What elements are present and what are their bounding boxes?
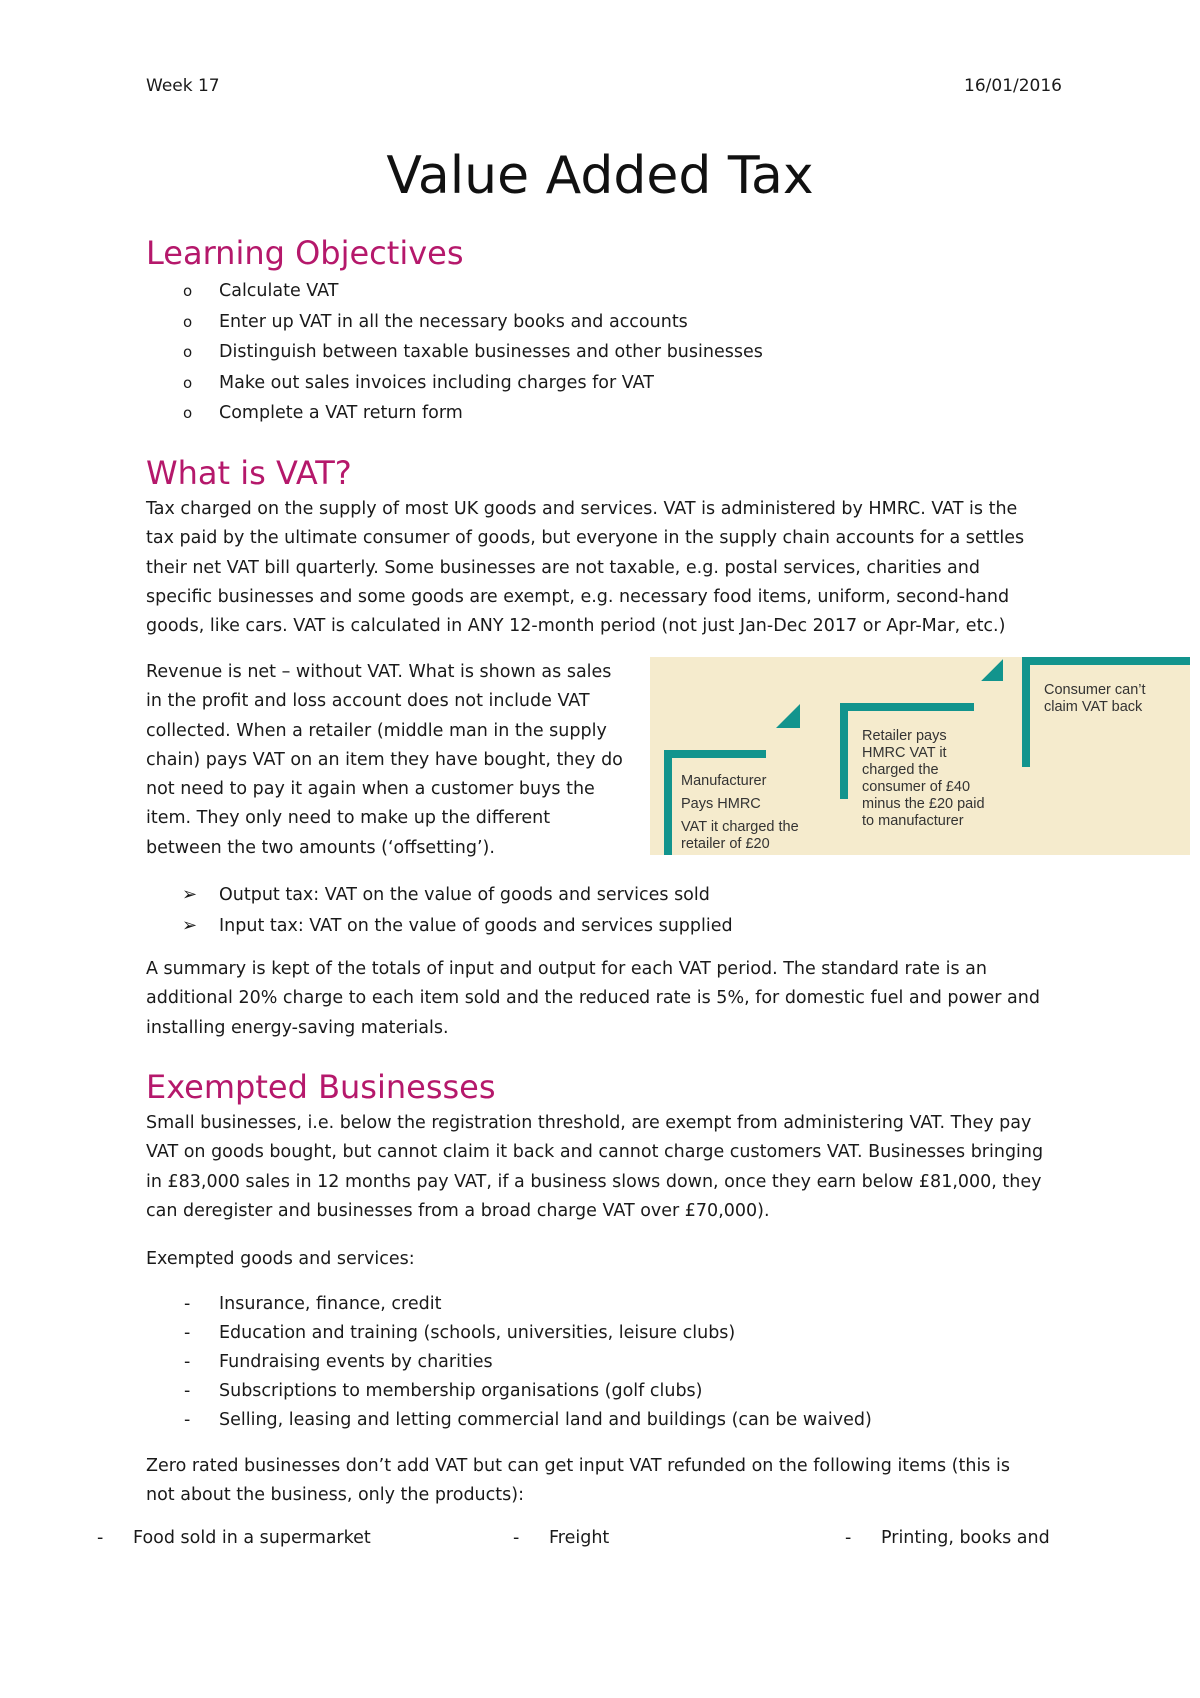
consumer-label: Consumer can’t claim VAT back: [1044, 682, 1146, 715]
list-item: - Fundraising events by charities: [146, 1348, 872, 1377]
exempted-paragraph: Small businesses, i.e. below the registration threshold, are exempt from administering VAT. They pay VAT on goods bought, but cannot claim it back and cannot charge customers VAT. Businesses bringing in £83,000 sales in 12 months pay VAT, if a business slows down, once they earn below £81,000, they can deregister and businesses from a broad charge VAT over £70,000).: [146, 1113, 1044, 1221]
consumer-step-post: [1022, 657, 1030, 767]
retailer-label: Retailer pays HMRC VAT it charged the consumer of £40 minus the £20 paid to manufacturer: [862, 728, 985, 829]
revenue-paragraph: Revenue is net – without VAT. What is shown as sales in the profit and loss account does not include VAT collected. When a retailer (middle man in the supply chain) pays VAT on an item they have bought, they do not need to pay it again when a customer buys the item. They only need to make up the different between the two amounts (‘offsetting’).: [146, 662, 623, 858]
bullet-icon: o: [183, 282, 193, 300]
objectives-list: [146, 276, 763, 429]
tax-types-list: [146, 880, 733, 941]
dash-bullet-icon: -: [513, 1528, 520, 1548]
dash-bullet-icon: -: [97, 1528, 104, 1548]
dash-bullet-icon: -: [184, 1352, 191, 1372]
dash-bullet-icon: -: [184, 1294, 191, 1314]
bullet-icon: o: [183, 404, 193, 422]
summary-paragraph: A summary is kept of the totals of input and output for each VAT period. The standard rate is an additional 20% charge to each item sold and the reduced rate is 5%, for domestic fuel and power and installing energy-saving materials.: [146, 959, 1040, 1038]
arrow-bullet-icon: ➢: [182, 884, 198, 905]
arrow-bullet-icon: ➢: [182, 914, 198, 936]
consumer-step-bar: [1022, 657, 1190, 665]
header-date: 16/01/2016: [964, 76, 1062, 96]
list-item: o Enter up VAT in all the necessary books and accounts: [146, 307, 763, 338]
list-item: ➢ Output tax: VAT on the value of goods and services sold: [146, 880, 733, 911]
learning-objectives-heading: Learning Objectives: [146, 234, 464, 272]
list-item: o Calculate VAT: [146, 276, 763, 307]
zero-rated-item: - Food sold in a supermarket: [97, 1524, 371, 1553]
vat-supply-chain-diagram: [650, 657, 1190, 855]
page-title: Value Added Tax: [386, 146, 814, 206]
dash-bullet-icon: -: [184, 1410, 191, 1430]
retailer-step-post: [840, 703, 848, 799]
list-item: o Distinguish between taxable businesses and other businesses: [146, 337, 763, 368]
bullet-icon: o: [183, 373, 193, 392]
dash-bullet-icon: -: [184, 1381, 191, 1401]
exempted-goods-intro: Exempted goods and services:: [146, 1249, 415, 1269]
dash-bullet-icon: -: [184, 1323, 191, 1343]
list-item: - Subscriptions to membership organisations (golf clubs): [146, 1377, 872, 1406]
bullet-icon: o: [183, 312, 193, 331]
zero-rated-item: - Freight: [513, 1524, 609, 1553]
list-item: - Selling, leasing and letting commercial land and buildings (can be waived): [146, 1406, 872, 1435]
bullet-icon: o: [183, 343, 193, 361]
zero-rated-paragraph: Zero rated businesses don’t add VAT but can get input VAT refunded on the following items (this is not about the business, only the products):: [146, 1456, 1010, 1506]
dash-bullet-icon: -: [845, 1528, 852, 1548]
what-is-vat-heading: What is VAT?: [146, 454, 352, 492]
exempted-goods-list: [146, 1290, 872, 1435]
header-week: Week 17: [146, 76, 220, 96]
list-item: o Complete a VAT return form: [146, 398, 763, 429]
exempted-businesses-heading: Exempted Businesses: [146, 1068, 496, 1106]
list-item: ➢ Input tax: VAT on the value of goods and services supplied: [146, 911, 733, 942]
manufacturer-step-post: [664, 750, 672, 855]
list-item: o Make out sales invoices including charges for VAT: [146, 368, 763, 399]
list-item: - Education and training (schools, universities, leisure clubs): [146, 1319, 872, 1348]
what-is-vat-paragraph: Tax charged on the supply of most UK goods and services. VAT is administered by HMRC. VAT is the tax paid by the ultimate consumer of goods, but everyone in the supply chain accounts for a settles their net VAT bill quarterly. Some businesses are not taxable, e.g. postal services, charities and specific businesses and some goods are exempt, e.g. necessary food items, uniform, second-hand goods, like cars. VAT is calculated in ANY 12-month period (not just Jan-Dec 2017 or Apr-Mar, etc.): [146, 499, 1025, 637]
manufacturer-label: Manufacturer Pays HMRC VAT it charged the retailer of £20: [681, 773, 799, 852]
list-item: - Insurance, finance, credit: [146, 1290, 872, 1319]
zero-rated-item: - Printing, books and: [845, 1524, 1050, 1553]
retailer-step-bar: [840, 703, 974, 711]
manufacturer-step-bar: [664, 750, 766, 758]
